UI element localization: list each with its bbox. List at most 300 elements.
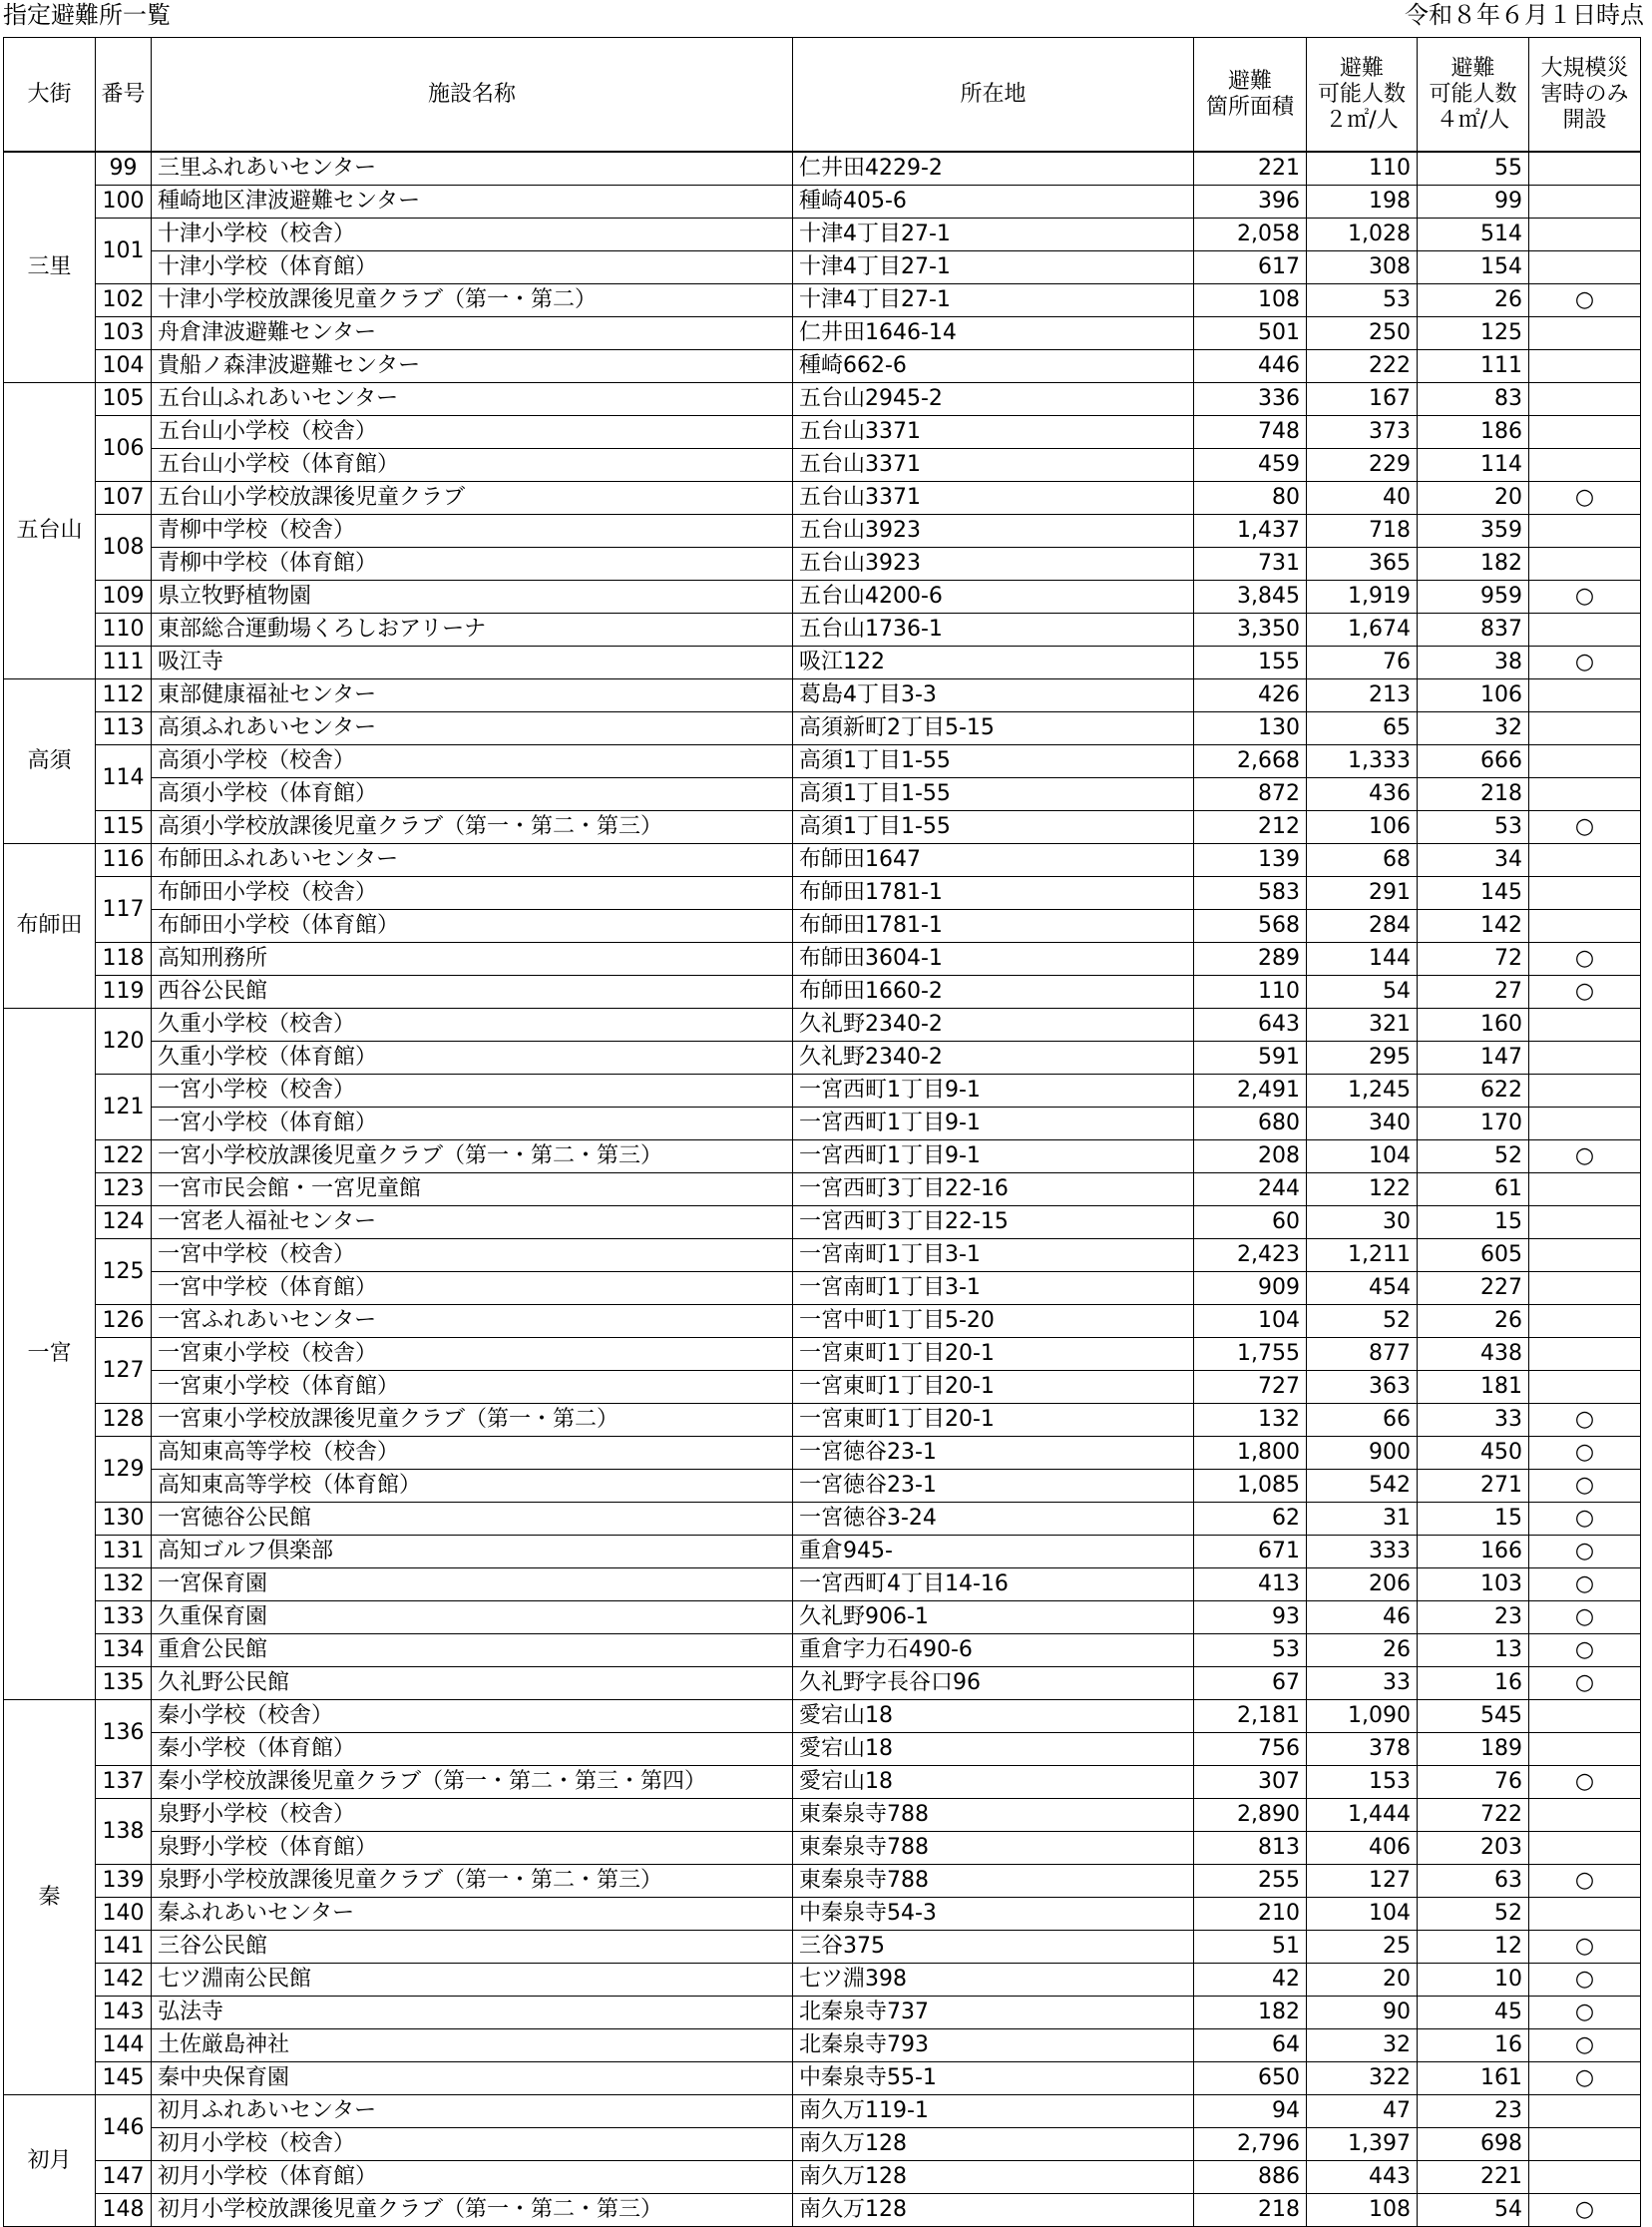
- area-value: 872: [1194, 778, 1307, 811]
- facility-name: 泉野小学校放課後児童クラブ（第一・第二・第三）: [152, 1865, 793, 1898]
- capacity-2sqm-value: 54: [1307, 976, 1418, 1009]
- capacity-2sqm-value: 436: [1307, 778, 1418, 811]
- capacity-4sqm-value: 189: [1418, 1733, 1529, 1766]
- area-value: 130: [1194, 712, 1307, 745]
- table-row: [4, 1634, 1641, 1667]
- facility-name: 三里ふれあいセンター: [152, 152, 793, 186]
- facility-address: 重倉945-: [793, 1536, 1194, 1568]
- capacity-4sqm-value: 622: [1418, 1075, 1529, 1108]
- area-value: 731: [1194, 548, 1307, 581]
- facility-address: 中秦泉寺55-1: [793, 2062, 1194, 2095]
- table-row: [4, 1503, 1641, 1536]
- disaster-only-mark: ○: [1529, 976, 1641, 1009]
- capacity-2sqm-value: 291: [1307, 877, 1418, 910]
- table-row: [4, 548, 1641, 581]
- facility-name: 弘法寺: [152, 1997, 793, 2029]
- disaster-only-mark: [1529, 1799, 1641, 1832]
- facility-address: 七ツ淵398: [793, 1964, 1194, 1997]
- capacity-2sqm-value: 90: [1307, 1997, 1418, 2029]
- facility-number: 145: [96, 2062, 152, 2095]
- facility-name: 青柳中学校（校舎）: [152, 515, 793, 548]
- disaster-only-mark: [1529, 679, 1641, 712]
- facility-name: 土佐厳島神社: [152, 2029, 793, 2062]
- capacity-4sqm-value: 63: [1418, 1865, 1529, 1898]
- table-row: [4, 1865, 1641, 1898]
- capacity-2sqm-value: 373: [1307, 416, 1418, 449]
- facility-number: 106: [96, 416, 152, 482]
- area-value: 62: [1194, 1503, 1307, 1536]
- capacity-2sqm-value: 108: [1307, 2194, 1418, 2227]
- header-capacity-2sqm: 避難 可能人数 ２㎡/人: [1307, 38, 1418, 153]
- table-row: [4, 482, 1641, 515]
- table-row: [4, 712, 1641, 745]
- table-row: [4, 844, 1641, 877]
- facility-number: 132: [96, 1568, 152, 1601]
- area-value: 426: [1194, 679, 1307, 712]
- capacity-4sqm-value: 125: [1418, 317, 1529, 350]
- table-row: [4, 1371, 1641, 1404]
- disaster-only-mark: ○: [1529, 1601, 1641, 1634]
- area-value: 218: [1194, 2194, 1307, 2227]
- capacity-2sqm-value: 32: [1307, 2029, 1418, 2062]
- capacity-4sqm-value: 227: [1418, 1272, 1529, 1305]
- district-cell: 初月: [4, 2095, 96, 2227]
- facility-name: 一宮中学校（校舎）: [152, 1239, 793, 1272]
- facility-name: 泉野小学校（体育館）: [152, 1832, 793, 1865]
- facility-number: 123: [96, 1173, 152, 1206]
- facility-number: 128: [96, 1404, 152, 1437]
- table-row: [4, 2128, 1641, 2161]
- capacity-4sqm-value: 959: [1418, 581, 1529, 614]
- disaster-only-mark: [1529, 877, 1641, 910]
- disaster-only-mark: ○: [1529, 1536, 1641, 1568]
- facility-number: 136: [96, 1700, 152, 1766]
- capacity-4sqm-value: 52: [1418, 1140, 1529, 1173]
- table-row: [4, 778, 1641, 811]
- facility-number: 131: [96, 1536, 152, 1568]
- area-value: 110: [1194, 976, 1307, 1009]
- capacity-4sqm-value: 27: [1418, 976, 1529, 1009]
- facility-name: 一宮保育園: [152, 1568, 793, 1601]
- capacity-2sqm-value: 144: [1307, 943, 1418, 976]
- facility-name: 一宮中学校（体育館）: [152, 1272, 793, 1305]
- disaster-only-mark: ○: [1529, 1931, 1641, 1964]
- disaster-only-mark: [1529, 548, 1641, 581]
- disaster-only-mark: ○: [1529, 811, 1641, 844]
- capacity-2sqm-value: 122: [1307, 1173, 1418, 1206]
- area-value: 2,796: [1194, 2128, 1307, 2161]
- disaster-only-mark: [1529, 1898, 1641, 1931]
- facility-address: 久礼野906-1: [793, 1601, 1194, 1634]
- capacity-2sqm-value: 378: [1307, 1733, 1418, 1766]
- capacity-2sqm-value: 53: [1307, 284, 1418, 317]
- facility-name: 一宮老人福祉センター: [152, 1206, 793, 1239]
- disaster-only-mark: [1529, 2161, 1641, 2194]
- capacity-4sqm-value: 438: [1418, 1338, 1529, 1371]
- facility-name: 東部総合運動場くろしおアリーナ: [152, 614, 793, 647]
- facility-name: 三谷公民館: [152, 1931, 793, 1964]
- facility-name: 西谷公民館: [152, 976, 793, 1009]
- table-row: [4, 1536, 1641, 1568]
- disaster-only-mark: ○: [1529, 1964, 1641, 1997]
- capacity-2sqm-value: 30: [1307, 1206, 1418, 1239]
- area-value: 1,800: [1194, 1437, 1307, 1470]
- capacity-2sqm-value: 1,090: [1307, 1700, 1418, 1733]
- facility-address: 一宮徳谷3-24: [793, 1503, 1194, 1536]
- table-row: [4, 1799, 1641, 1832]
- area-value: 2,423: [1194, 1239, 1307, 1272]
- area-value: 2,890: [1194, 1799, 1307, 1832]
- capacity-2sqm-value: 26: [1307, 1634, 1418, 1667]
- facility-name: 泉野小学校（校舎）: [152, 1799, 793, 1832]
- disaster-only-mark: ○: [1529, 1865, 1641, 1898]
- table-row: [4, 2062, 1641, 2095]
- capacity-4sqm-value: 33: [1418, 1404, 1529, 1437]
- facility-name: 青柳中学校（体育館）: [152, 548, 793, 581]
- table-row: [4, 1009, 1641, 1042]
- capacity-4sqm-value: 186: [1418, 416, 1529, 449]
- area-value: 212: [1194, 811, 1307, 844]
- facility-name: 十津小学校（校舎）: [152, 219, 793, 251]
- area-value: 1,755: [1194, 1338, 1307, 1371]
- facility-address: 重倉字力石490-6: [793, 1634, 1194, 1667]
- facility-name: 種崎地区津波避難センター: [152, 186, 793, 219]
- table-row: [4, 943, 1641, 976]
- facility-number: 103: [96, 317, 152, 350]
- capacity-2sqm-value: 1,674: [1307, 614, 1418, 647]
- facility-name: 初月小学校（校舎）: [152, 2128, 793, 2161]
- capacity-2sqm-value: 66: [1307, 1404, 1418, 1437]
- area-value: 2,181: [1194, 1700, 1307, 1733]
- table-row: [4, 1733, 1641, 1766]
- facility-number: 124: [96, 1206, 152, 1239]
- table-row: [4, 1601, 1641, 1634]
- capacity-4sqm-value: 114: [1418, 449, 1529, 482]
- district-cell: 三里: [4, 152, 96, 383]
- table-row: [4, 1173, 1641, 1206]
- disaster-only-mark: [1529, 745, 1641, 778]
- area-value: 155: [1194, 647, 1307, 679]
- capacity-2sqm-value: 284: [1307, 910, 1418, 943]
- header-row: [4, 38, 1641, 153]
- facility-name: 布師田小学校（校舎）: [152, 877, 793, 910]
- disaster-only-mark: [1529, 1042, 1641, 1075]
- facility-number: 110: [96, 614, 152, 647]
- facility-name: 高須小学校（校舎）: [152, 745, 793, 778]
- disaster-only-mark: [1529, 1733, 1641, 1766]
- area-value: 244: [1194, 1173, 1307, 1206]
- area-value: 255: [1194, 1865, 1307, 1898]
- facility-address: 愛宕山18: [793, 1766, 1194, 1799]
- table-row: [4, 1766, 1641, 1799]
- table-row: [4, 2095, 1641, 2128]
- facility-address: 久礼野2340-2: [793, 1042, 1194, 1075]
- table-row: [4, 515, 1641, 548]
- facility-name: 久重小学校（校舎）: [152, 1009, 793, 1042]
- capacity-2sqm-value: 406: [1307, 1832, 1418, 1865]
- disaster-only-mark: [1529, 1272, 1641, 1305]
- capacity-4sqm-value: 52: [1418, 1898, 1529, 1931]
- facility-number: 104: [96, 350, 152, 383]
- capacity-4sqm-value: 99: [1418, 186, 1529, 219]
- facility-address: 一宮南町1丁目3-1: [793, 1272, 1194, 1305]
- facility-number: 144: [96, 2029, 152, 2062]
- area-value: 3,350: [1194, 614, 1307, 647]
- capacity-4sqm-value: 45: [1418, 1997, 1529, 2029]
- facility-number: 121: [96, 1075, 152, 1140]
- facility-address: 高須1丁目1-55: [793, 745, 1194, 778]
- table-row: [4, 449, 1641, 482]
- capacity-2sqm-value: 153: [1307, 1766, 1418, 1799]
- capacity-2sqm-value: 443: [1307, 2161, 1418, 2194]
- capacity-4sqm-value: 154: [1418, 251, 1529, 284]
- area-value: 671: [1194, 1536, 1307, 1568]
- disaster-only-mark: ○: [1529, 2194, 1641, 2227]
- facility-number: 118: [96, 943, 152, 976]
- capacity-2sqm-value: 104: [1307, 1898, 1418, 1931]
- table-row: [4, 581, 1641, 614]
- facility-address: 吸江122: [793, 647, 1194, 679]
- facility-address: 愛宕山18: [793, 1700, 1194, 1733]
- facility-name: 高須小学校（体育館）: [152, 778, 793, 811]
- facility-name: 貴船ノ森津波避難センター: [152, 350, 793, 383]
- disaster-only-mark: [1529, 1305, 1641, 1338]
- table-row: [4, 1108, 1641, 1140]
- facility-name: 高須ふれあいセンター: [152, 712, 793, 745]
- facility-address: 布師田1647: [793, 844, 1194, 877]
- capacity-4sqm-value: 142: [1418, 910, 1529, 943]
- area-value: 909: [1194, 1272, 1307, 1305]
- facility-number: 142: [96, 1964, 152, 1997]
- table-row: [4, 2029, 1641, 2062]
- document-title: 指定避難所一覧: [3, 1, 171, 29]
- capacity-2sqm-value: 167: [1307, 383, 1418, 416]
- header-area: 避難 箇所面積: [1194, 38, 1307, 153]
- table-row: [4, 679, 1641, 712]
- area-value: 501: [1194, 317, 1307, 350]
- disaster-only-mark: [1529, 1832, 1641, 1865]
- capacity-4sqm-value: 545: [1418, 1700, 1529, 1733]
- facility-address: 種崎405-6: [793, 186, 1194, 219]
- area-value: 60: [1194, 1206, 1307, 1239]
- disaster-only-mark: [1529, 449, 1641, 482]
- table-row: [4, 877, 1641, 910]
- facility-address: 北秦泉寺737: [793, 1997, 1194, 2029]
- table-row: [4, 1667, 1641, 1700]
- capacity-2sqm-value: 365: [1307, 548, 1418, 581]
- capacity-4sqm-value: 16: [1418, 1667, 1529, 1700]
- table-row: [4, 2194, 1641, 2227]
- facility-address: 五台山3923: [793, 548, 1194, 581]
- disaster-only-mark: ○: [1529, 1140, 1641, 1173]
- facility-address: 東秦泉寺788: [793, 1799, 1194, 1832]
- facility-name: 五台山ふれあいセンター: [152, 383, 793, 416]
- facility-name: 七ツ淵南公民館: [152, 1964, 793, 1997]
- facility-name: 高知東高等学校（体育館）: [152, 1470, 793, 1503]
- facility-name: 布師田小学校（体育館）: [152, 910, 793, 943]
- disaster-only-mark: [1529, 515, 1641, 548]
- capacity-2sqm-value: 900: [1307, 1437, 1418, 1470]
- capacity-2sqm-value: 65: [1307, 712, 1418, 745]
- area-value: 104: [1194, 1305, 1307, 1338]
- disaster-only-mark: ○: [1529, 2029, 1641, 2062]
- disaster-only-mark: ○: [1529, 647, 1641, 679]
- disaster-only-mark: [1529, 1371, 1641, 1404]
- facility-number: 137: [96, 1766, 152, 1799]
- capacity-4sqm-value: 145: [1418, 877, 1529, 910]
- area-value: 132: [1194, 1404, 1307, 1437]
- facility-address: 十津4丁目27-1: [793, 251, 1194, 284]
- facility-address: 一宮西町1丁目9-1: [793, 1075, 1194, 1108]
- capacity-2sqm-value: 308: [1307, 251, 1418, 284]
- area-value: 221: [1194, 152, 1307, 186]
- facility-number: 147: [96, 2161, 152, 2194]
- disaster-only-mark: ○: [1529, 581, 1641, 614]
- facility-number: 133: [96, 1601, 152, 1634]
- facility-address: 南久万128: [793, 2194, 1194, 2227]
- facility-address: 一宮徳谷23-1: [793, 1470, 1194, 1503]
- facility-address: 三谷375: [793, 1931, 1194, 1964]
- capacity-2sqm-value: 295: [1307, 1042, 1418, 1075]
- capacity-2sqm-value: 250: [1307, 317, 1418, 350]
- facility-address: 葛島4丁目3-3: [793, 679, 1194, 712]
- table-row: [4, 1964, 1641, 1997]
- facility-address: 南久万128: [793, 2161, 1194, 2194]
- facility-address: 高須1丁目1-55: [793, 778, 1194, 811]
- table-body: [4, 152, 1641, 2227]
- facility-number: 127: [96, 1338, 152, 1404]
- facility-number: 119: [96, 976, 152, 1009]
- capacity-4sqm-value: 837: [1418, 614, 1529, 647]
- disaster-only-mark: [1529, 2128, 1641, 2161]
- capacity-4sqm-value: 12: [1418, 1931, 1529, 1964]
- facility-name: 一宮小学校（体育館）: [152, 1108, 793, 1140]
- area-value: 813: [1194, 1832, 1307, 1865]
- disaster-only-mark: ○: [1529, 1667, 1641, 1700]
- facility-number: 115: [96, 811, 152, 844]
- capacity-4sqm-value: 13: [1418, 1634, 1529, 1667]
- capacity-4sqm-value: 20: [1418, 482, 1529, 515]
- disaster-only-mark: [1529, 152, 1641, 186]
- facility-address: 高須新町2丁目5-15: [793, 712, 1194, 745]
- facility-number: 126: [96, 1305, 152, 1338]
- capacity-4sqm-value: 23: [1418, 1601, 1529, 1634]
- facility-number: 101: [96, 219, 152, 284]
- capacity-4sqm-value: 166: [1418, 1536, 1529, 1568]
- facility-number: 143: [96, 1997, 152, 2029]
- capacity-4sqm-value: 72: [1418, 943, 1529, 976]
- facility-number: 105: [96, 383, 152, 416]
- facility-address: 五台山3371: [793, 482, 1194, 515]
- capacity-4sqm-value: 182: [1418, 548, 1529, 581]
- facility-name: 高須小学校放課後児童クラブ（第一・第二・第三）: [152, 811, 793, 844]
- facility-name: 一宮ふれあいセンター: [152, 1305, 793, 1338]
- disaster-only-mark: [1529, 219, 1641, 251]
- table-row: [4, 1931, 1641, 1964]
- facility-name: 一宮市民会館・一宮児童館: [152, 1173, 793, 1206]
- area-value: 108: [1194, 284, 1307, 317]
- table-row: [4, 1338, 1641, 1371]
- facility-number: 146: [96, 2095, 152, 2161]
- capacity-2sqm-value: 47: [1307, 2095, 1418, 2128]
- table-row: [4, 1437, 1641, 1470]
- area-value: 680: [1194, 1108, 1307, 1140]
- area-value: 396: [1194, 186, 1307, 219]
- capacity-2sqm-value: 1,919: [1307, 581, 1418, 614]
- disaster-only-mark: ○: [1529, 1997, 1641, 2029]
- facility-name: 高知刑務所: [152, 943, 793, 976]
- table-row: [4, 1568, 1641, 1601]
- facility-number: 107: [96, 482, 152, 515]
- capacity-2sqm-value: 25: [1307, 1931, 1418, 1964]
- facility-address: 一宮東町1丁目20-1: [793, 1404, 1194, 1437]
- facility-number: 108: [96, 515, 152, 581]
- area-value: 459: [1194, 449, 1307, 482]
- facility-address: 一宮西町3丁目22-15: [793, 1206, 1194, 1239]
- disaster-only-mark: [1529, 712, 1641, 745]
- capacity-4sqm-value: 55: [1418, 152, 1529, 186]
- capacity-4sqm-value: 15: [1418, 1503, 1529, 1536]
- facility-name: 久重小学校（体育館）: [152, 1042, 793, 1075]
- facility-address: 南久万119-1: [793, 2095, 1194, 2128]
- capacity-4sqm-value: 106: [1418, 679, 1529, 712]
- facility-number: 102: [96, 284, 152, 317]
- facility-address: 布師田1781-1: [793, 877, 1194, 910]
- capacity-2sqm-value: 363: [1307, 1371, 1418, 1404]
- table-row: [4, 1404, 1641, 1437]
- capacity-2sqm-value: 76: [1307, 647, 1418, 679]
- facility-address: 十津4丁目27-1: [793, 284, 1194, 317]
- disaster-only-mark: [1529, 383, 1641, 416]
- capacity-4sqm-value: 26: [1418, 284, 1529, 317]
- facility-name: 一宮徳谷公民館: [152, 1503, 793, 1536]
- capacity-4sqm-value: 359: [1418, 515, 1529, 548]
- area-value: 336: [1194, 383, 1307, 416]
- table-row: [4, 152, 1641, 186]
- facility-address: 一宮西町1丁目9-1: [793, 1140, 1194, 1173]
- capacity-2sqm-value: 1,444: [1307, 1799, 1418, 1832]
- table-row: [4, 1700, 1641, 1733]
- facility-number: 135: [96, 1667, 152, 1700]
- capacity-4sqm-value: 666: [1418, 745, 1529, 778]
- district-cell: 高須: [4, 679, 96, 844]
- facility-number: 116: [96, 844, 152, 877]
- facility-address: 仁井田1646-14: [793, 317, 1194, 350]
- area-value: 2,668: [1194, 745, 1307, 778]
- facility-address: 久礼野2340-2: [793, 1009, 1194, 1042]
- facility-name: 東部健康福祉センター: [152, 679, 793, 712]
- facility-name: 重倉公民館: [152, 1634, 793, 1667]
- capacity-2sqm-value: 68: [1307, 844, 1418, 877]
- disaster-only-mark: [1529, 1075, 1641, 1108]
- capacity-2sqm-value: 31: [1307, 1503, 1418, 1536]
- district-cell: 五台山: [4, 383, 96, 679]
- facility-number: 100: [96, 186, 152, 219]
- facility-name: 秦ふれあいセンター: [152, 1898, 793, 1931]
- capacity-2sqm-value: 454: [1307, 1272, 1418, 1305]
- area-value: 583: [1194, 877, 1307, 910]
- facility-address: 東秦泉寺788: [793, 1832, 1194, 1865]
- table-row: [4, 1305, 1641, 1338]
- table-row: [4, 1206, 1641, 1239]
- table-row: [4, 811, 1641, 844]
- facility-name: 一宮東小学校（校舎）: [152, 1338, 793, 1371]
- area-value: 643: [1194, 1009, 1307, 1042]
- header-number: 番号: [96, 38, 152, 153]
- facility-name: 秦小学校（校舎）: [152, 1700, 793, 1733]
- capacity-4sqm-value: 34: [1418, 844, 1529, 877]
- facility-address: 十津4丁目27-1: [793, 219, 1194, 251]
